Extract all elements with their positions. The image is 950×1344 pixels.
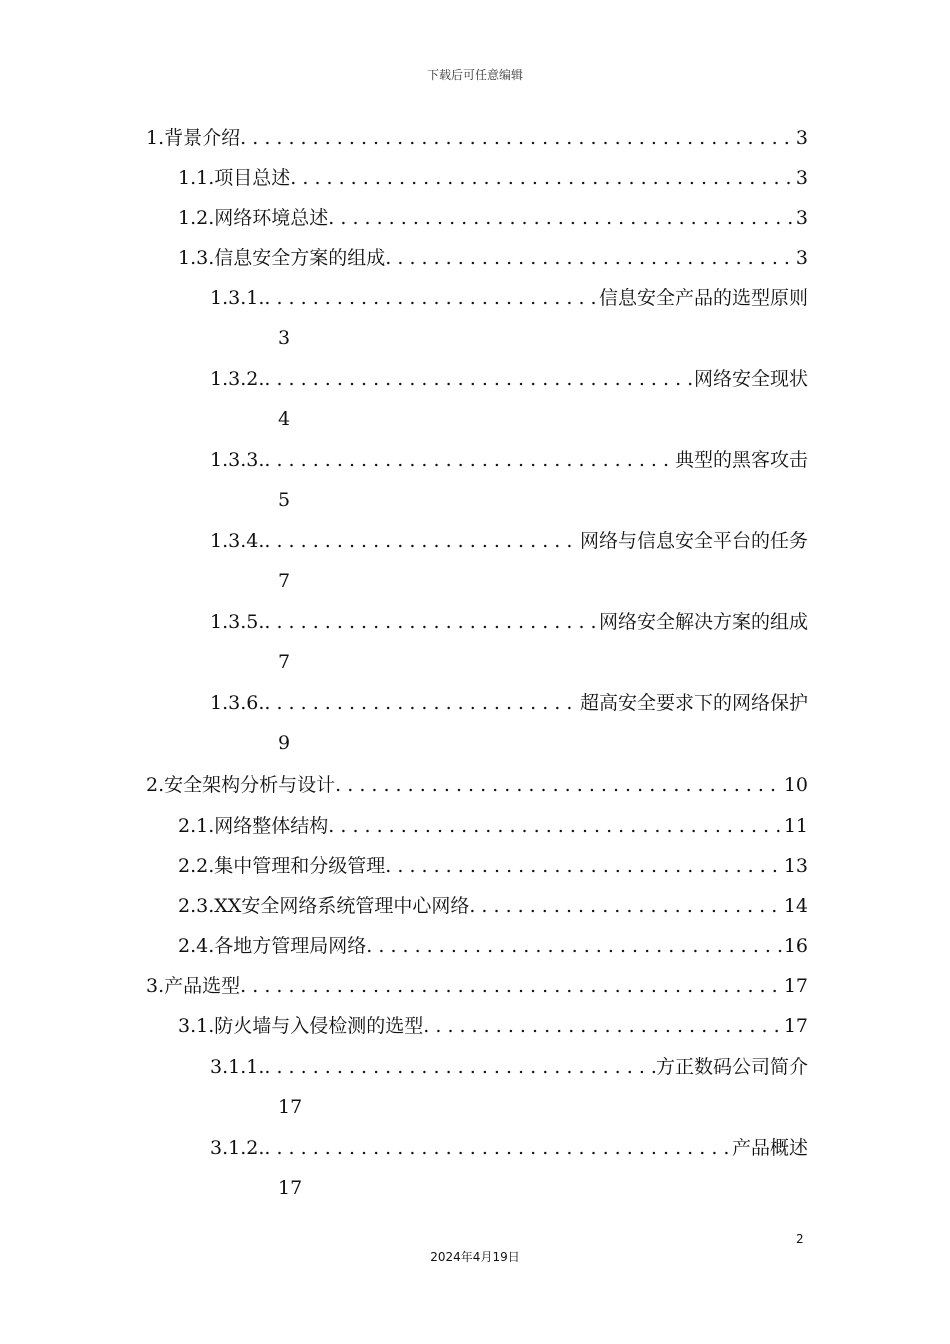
toc-title: 超高安全要求下的网络保护 <box>579 692 808 714</box>
toc-page: 10 <box>783 774 808 796</box>
toc-page: 3 <box>795 127 808 149</box>
toc-title: 网络整体结构 <box>214 815 329 837</box>
toc-leader <box>335 765 784 805</box>
footer-date: 2024年4月19日 <box>430 1250 520 1264</box>
toc-page: 3 <box>278 327 291 349</box>
toc-title: 防火墙与入侵检测的选型 <box>214 1015 424 1037</box>
toc-page: 4 <box>278 408 291 430</box>
toc-leader <box>328 198 796 238</box>
toc-title: 网络安全现状 <box>693 368 808 390</box>
toc-number: 1. <box>146 127 165 149</box>
toc-page: 17 <box>783 1015 808 1037</box>
toc-page: 5 <box>278 489 291 511</box>
toc-leader <box>290 158 796 198</box>
toc-page: 3 <box>795 247 808 269</box>
toc-title: 方正数码公司简介 <box>655 1056 808 1078</box>
toc-leader <box>240 966 784 1006</box>
toc-page: 11 <box>783 815 808 837</box>
toc-number: 2. <box>146 774 165 796</box>
toc-number: 3.1. <box>178 1015 215 1037</box>
toc-page: 7 <box>278 570 291 592</box>
toc-title: XX安全网络系统管理中心网络 <box>214 895 470 917</box>
page-number: 2 <box>796 1232 804 1246</box>
toc-leader <box>385 238 796 278</box>
toc-entry[interactable] <box>178 846 808 886</box>
toc-entry[interactable] <box>210 1047 808 1087</box>
toc-entry[interactable] <box>178 158 808 198</box>
toc-entry[interactable] <box>178 238 808 278</box>
toc-page: 16 <box>783 935 808 957</box>
toc-entry[interactable] <box>210 683 808 723</box>
toc-page: 7 <box>278 651 291 673</box>
toc-title: 产品选型 <box>164 975 241 997</box>
toc-number: 3.1.2. <box>210 1137 265 1159</box>
toc-leader <box>240 118 796 158</box>
toc-title: 网络与信息安全平台的任务 <box>579 530 808 552</box>
toc-leader <box>385 846 784 886</box>
toc-leader <box>264 440 675 480</box>
toc-entry[interactable] <box>210 359 808 399</box>
toc-number: 1.1. <box>178 167 215 189</box>
toc-entry[interactable] <box>210 278 808 318</box>
toc-number: 1.3.2. <box>210 368 265 390</box>
toc-leader <box>264 278 599 318</box>
toc-leader <box>264 602 599 642</box>
toc-title: 各地方管理局网络 <box>214 935 367 957</box>
toc-entry[interactable] <box>210 1128 808 1168</box>
toc-page: 3 <box>795 167 808 189</box>
toc-number: 3.1.1. <box>210 1056 265 1078</box>
toc-leader <box>264 521 580 561</box>
toc-leader <box>328 806 784 846</box>
toc-page: 14 <box>783 895 808 917</box>
toc-number: 1.2. <box>178 207 215 229</box>
toc-entry[interactable] <box>178 886 808 926</box>
toc-entry[interactable] <box>146 765 808 805</box>
toc-leader <box>264 359 694 399</box>
toc-number: 1.3.6. <box>210 692 265 714</box>
toc-entry[interactable] <box>146 118 808 158</box>
toc-leader <box>423 1006 784 1046</box>
toc-page: 13 <box>783 855 808 877</box>
toc-entry[interactable] <box>210 602 808 642</box>
toc-number: 1.3.1. <box>210 287 265 309</box>
toc-title: 集中管理和分级管理 <box>214 855 386 877</box>
toc-number: 2.2. <box>178 855 215 877</box>
toc-leader <box>366 926 784 966</box>
toc-entry[interactable] <box>178 1006 808 1046</box>
toc-title: 背景介绍 <box>164 127 241 149</box>
toc-title: 信息安全产品的选型原则 <box>598 287 808 309</box>
toc-number: 2.1. <box>178 815 215 837</box>
toc-entry[interactable] <box>178 926 808 966</box>
toc-page: 17 <box>278 1096 303 1118</box>
toc-number: 1.3.4. <box>210 530 265 552</box>
toc-title: 安全架构分析与设计 <box>164 774 336 796</box>
toc-entry[interactable] <box>146 966 808 1006</box>
toc-leader <box>264 1128 732 1168</box>
toc-leader <box>264 683 580 723</box>
toc-title: 产品概述 <box>731 1137 808 1159</box>
toc-number: 2.4. <box>178 935 215 957</box>
toc-title: 信息安全方案的组成 <box>214 247 386 269</box>
toc-number: 3. <box>146 975 165 997</box>
toc-page: 9 <box>278 732 291 754</box>
toc-page: 3 <box>795 207 808 229</box>
toc-leader <box>469 886 783 926</box>
toc-title: 典型的黑客攻击 <box>674 449 808 471</box>
toc-number: 1.3. <box>178 247 215 269</box>
toc-page: 17 <box>783 975 808 997</box>
toc-entry[interactable] <box>210 440 808 480</box>
toc-entry[interactable] <box>178 806 808 846</box>
page-header: 下载后可任意编辑 <box>426 68 523 82</box>
toc-entry[interactable] <box>210 521 808 561</box>
toc-title: 网络安全解决方案的组成 <box>598 611 808 633</box>
toc-number: 2.3. <box>178 895 215 917</box>
toc-title: 项目总述 <box>214 167 291 189</box>
toc-number: 1.3.5. <box>210 611 265 633</box>
toc-number: 1.3.3. <box>210 449 265 471</box>
toc-title: 网络环境总述 <box>214 207 329 229</box>
toc-page: 17 <box>278 1177 303 1199</box>
toc-leader <box>264 1047 656 1087</box>
toc-entry[interactable] <box>178 198 808 238</box>
